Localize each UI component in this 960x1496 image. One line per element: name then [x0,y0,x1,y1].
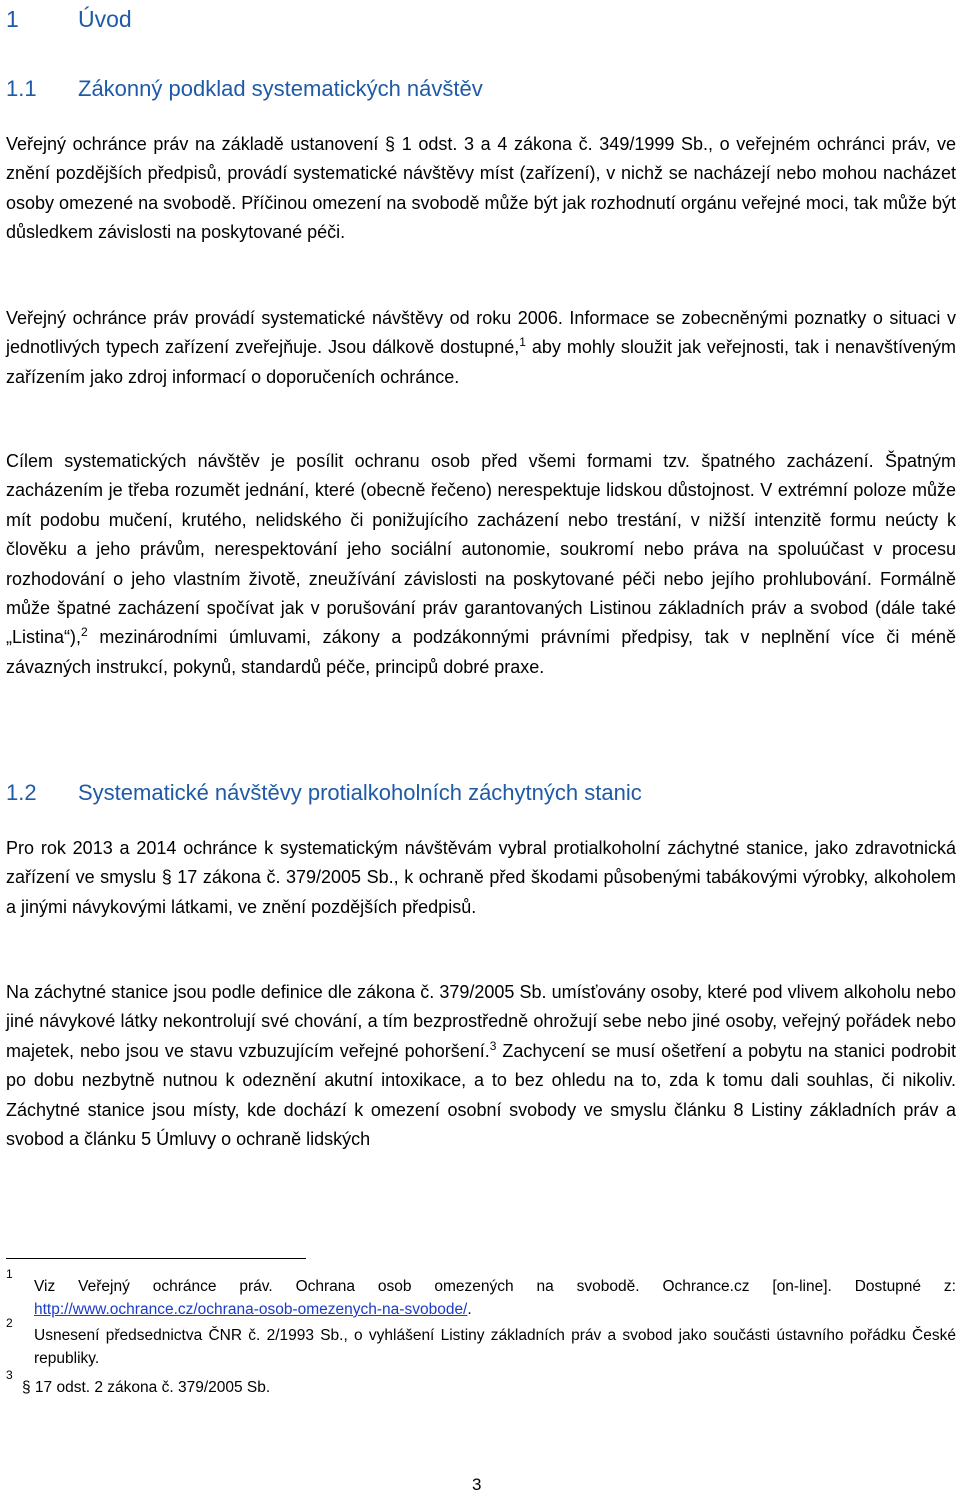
paragraph-text: Pro rok 2013 a 2014 ochránce k systematickým návštěvám vybral protialkoholní záchytné stanice, jako zdravotnická zařízení ve smyslu § 17 zákona č. 379/2005 Sb., k ochraně před škodami působenými tabákovými výrobky, alkoholem a jinými návykovými látkami, ve znění pozdějších předpisů. [6,838,956,917]
paragraph-visits-since-2006 [6,304,956,392]
footnote-text: § 17 odst. 2 zákona č. 379/2005 Sb. [22,1379,271,1396]
footnote-2 [6,1316,956,1370]
paragraph-text: Veřejný ochránce práv provádí systematické návštěvy od roku 2006. Informace se zobecněnými poznatky o situaci v jednotlivých typech zařízení zveřejňuje. Jsou dálkově dostupné, [6,308,956,358]
paragraph-text: Zachycení se musí ošetření a pobytu na stanici podrobit po dobu nezbytně nutnou k odeznění akutní intoxikace, a to bez ohledu na to, zda k tomu dali souhlas, či nikoliv. Záchytné stanice jsou místy, kde dochází k omezení osobní svobody ve smyslu článku 8 Listiny základních práv a svobod a článku 5 Úmluvy o ochraně lidských [6,1040,956,1150]
page-number: 3 [472,1475,482,1494]
footnote-ref-2[interactable]: 2 [81,625,88,640]
paragraph-text: Veřejný ochránce práv na základě ustanovení § 1 odst. 3 a 4 zákona č. 349/1999 Sb., o veřejném ochránci práv, ve znění pozdějších předpisů, provádí systematické návštěvy míst (zařízení), v nichž se nacházejí nebo mohou nacházet osoby omezené na svobodě. Příčinou omezení na svobodě může být jak rozhodnutí orgánu veřejné moci, tak může být důsledkem závislosti na poskytované péči. [6,134,956,243]
heading-number: 1 [6,6,19,32]
footnote-ref-3[interactable]: 3 [489,1038,497,1053]
paragraph-definition [6,978,956,1154]
heading-1 [6,6,132,33]
paragraph-goal [6,447,956,682]
footnote-text: Viz Veřejný ochránce práv. Ochrana osob omezených na svobodě. Ochrance.cz [on-line]. Dostupné z: [34,1278,956,1295]
paragraph-text: mezinárodními úmluvami, zákony a podzákonnými právními předpisy, tak v neplnění více či méně závazných instrukcí, pokynů, standardů péče, principů dobré praxe. [6,627,956,677]
heading-number: 1.1 [6,76,37,101]
footnote-text: Usnesení předsednictva ČNR č. 2/1993 Sb., o vyhlášení Listiny základních práv a svobod jako součásti ústavního pořádku České republiky. [34,1327,956,1367]
paragraph-text: Na záchytné stanice jsou podle definice dle zákona č. 379/2005 Sb. umísťovány osoby, které pod vlivem alkoholu nebo jiné návykové látky nekontrolují své chování, a tím bezprostředně ohrožují sebe nebo jiné osoby, veřejný pořádek nebo majetek, nebo jsou ve stavu vzbuzujícím veřejné pohoršení. [6,982,956,1061]
heading-number: 1.2 [6,780,37,805]
heading-1-1 [6,76,483,102]
heading-title: Systematické návštěvy protialkoholních záchytných stanic [78,780,642,805]
footnote-separator [6,1258,306,1259]
paragraph-text: Cílem systematických návštěv je posílit ochranu osob před všemi formami tzv. špatného zacházení. Špatným zacházením je třeba rozumět jednání, které (obecně řečeno) nerespektuje lidskou důstojnost. V extrémní poloze může mít podobu mučení, krutého, nelidského či ponižujícího zacházení nebo trestání, v nižší intenzitě formu neúcty k člověku a jeho právům, nerespektování jeho sociální autonomie, soukromí nebo práva na spoluúčast v procesu rozhodování o jeho vlastním životě, zneužívání závislosti na poskytované péči nebo jejího prohlubování. Formálně může špatné zacházení spočívat jak v porušování práv garantovaných Listinou základních práv a svobod (dále také „Listina“), [6,451,956,648]
footnote-text: . [467,1301,472,1318]
heading-1-2 [6,780,642,806]
footnote-mark: 2 [6,1316,13,1330]
footnote-ref-1[interactable]: 1 [519,335,526,350]
paragraph-text: aby mohly sloužit jak veřejnosti, tak i nenavštíveným zařízením jako zdroj informací o doporučeních ochránce. [6,337,957,387]
paragraph-legal-basis [6,130,956,248]
footnote-3 [6,1368,956,1399]
paragraph-2013-2014 [6,834,956,922]
heading-title: Zákonný podklad systematických návštěv [78,76,483,101]
footnote-link[interactable]: http://www.ochrance.cz/ochrana-osob-omezenych-na-svobode/ [34,1301,468,1318]
heading-title: Úvod [78,6,132,32]
footnote-mark: 1 [6,1267,13,1281]
footnote-mark: 3 [6,1368,13,1382]
footnote-1 [6,1267,956,1321]
